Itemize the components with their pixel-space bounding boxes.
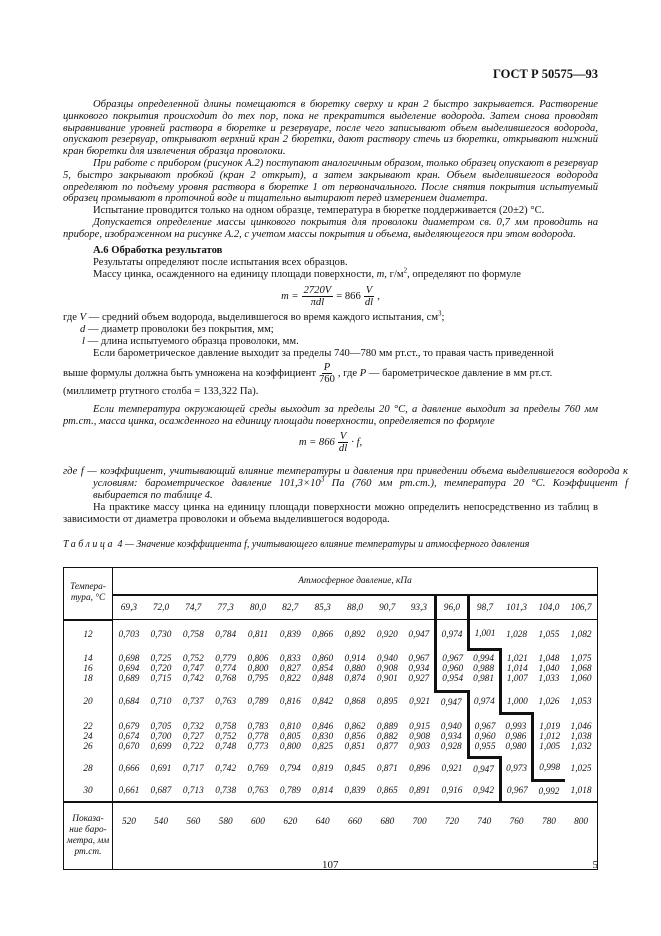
coefficient-cell: 0,758 <box>215 721 237 732</box>
coefficient-cell: 1,040 <box>538 664 560 674</box>
coefficient-cell: 0,947 <box>473 764 494 775</box>
table-body <box>64 620 598 870</box>
coefficient-cell: 1,068 <box>570 664 592 674</box>
coefficient-cell: 0,916 <box>441 785 463 796</box>
denominator: dl <box>364 296 374 308</box>
pressure-header: Атмосферное давление, кПа <box>113 568 598 596</box>
temperature-header: Темпера-тура, °С <box>64 568 113 620</box>
coefficient-cell: 0,684 <box>118 697 140 708</box>
denominator: πdl <box>310 296 325 308</box>
coefficient-cell: 0,789 <box>279 785 301 796</box>
coefficient-cell: 1,005 <box>533 742 565 758</box>
table-row <box>64 713 598 732</box>
coefficient-cell: 1,014 <box>500 664 532 674</box>
table-row <box>64 650 598 665</box>
coefficient-cell: 0,839 <box>344 785 366 796</box>
coefficient-cell: 0,768 <box>215 674 237 684</box>
coefficient-cell: 0,940 <box>440 721 462 732</box>
coefficient-cell: 0,955 <box>468 742 500 758</box>
coefficient-cell: 0,725 <box>150 654 172 664</box>
text: — барометрическое давление в мм рт.ст. <box>366 367 553 379</box>
table-row <box>64 692 598 714</box>
standard-number: ГОСТ Р 50575—93 <box>492 67 598 81</box>
coefficient-cell: 0,892 <box>344 629 366 640</box>
temperature-cell: 14 <box>64 650 113 665</box>
paragraph-pressure: Если барометрическое давление выходит за пределы 740—780 мм рт.ст., то правая часть приведенной <box>93 348 554 359</box>
coefficient-cell: 0,851 <box>344 741 366 752</box>
barometer-mmhg: 620 <box>274 802 306 870</box>
barometer-mmhg: 660 <box>339 802 371 870</box>
coefficient-cell: 0,822 <box>279 674 301 684</box>
pressure-kpa: 96,0 <box>436 595 468 620</box>
coefficient-cell: 0,960 <box>468 732 500 742</box>
pressure-kpa: 72,0 <box>145 595 177 620</box>
paragraph-procedure: Образцы определенной длины помещаются в бюретку сверху и кран 2 быстро закрывается. Растворение цинкового покрытия происходит до тех пор, пока не прекратится выделение водорода. Затем снова проводят выравнивание уровней раствора в бюретке и резервуаре, после чего записывают объем выделившегося водорода, опускают резервуар, открывают верхний кран 2 бюретки, дают раствору стечь из бюретки, открывают нижний кран бюретки для извлечения образца проволоки. <box>63 99 598 158</box>
coefficient-cell: 0,732 <box>182 721 204 732</box>
coefficient-cell: 0,722 <box>182 741 204 752</box>
pressure-kpa: 90,7 <box>371 595 403 620</box>
pressure-kpa: 98,7 <box>468 595 500 620</box>
temperature-cell: 18 <box>64 674 113 692</box>
coefficient-cell: 0,784 <box>215 629 237 640</box>
coefficient-cell: 0,896 <box>409 763 431 774</box>
barometer-mmhg: 700 <box>403 802 435 870</box>
coefficient-cell: 0,980 <box>505 741 527 752</box>
paragraph-temperature <box>63 404 598 428</box>
coefficient-cell: 1,048 <box>538 654 560 664</box>
coefficient-cell: 1,012 <box>533 732 565 742</box>
coefficient-cell: 0,854 <box>312 664 334 674</box>
text: — средний объем водорода, выделившегося во время каждого испытания, см <box>86 312 439 323</box>
coefficient-cell: 0,921 <box>441 763 463 774</box>
coefficient-cell: 0,715 <box>150 674 172 684</box>
coefficient-cell: 0,967 <box>468 713 500 732</box>
temperature-cell: 16 <box>64 664 113 674</box>
coefficient-cell: 0,769 <box>247 763 269 774</box>
temperature-cell: 12 <box>64 620 113 650</box>
coefficient-cell: 0,691 <box>150 763 172 774</box>
where-l <box>63 336 598 348</box>
denominator: dl <box>338 442 348 454</box>
fraction-p-760 <box>319 362 335 385</box>
text: ; <box>441 312 445 323</box>
temperature-cell: 28 <box>64 757 113 781</box>
coefficient-cell: 0,954 <box>436 674 468 692</box>
coefficient-cell: 0,868 <box>344 697 366 708</box>
coefficient-cell: 0,742 <box>182 674 204 684</box>
coefficient-cell: 0,687 <box>150 785 172 796</box>
text: , г/м <box>384 269 404 280</box>
coefficient-cell: 0,674 <box>118 731 140 742</box>
barometer-mmhg: 520 <box>113 802 145 870</box>
coefficient-cell: 1,038 <box>570 731 592 742</box>
coefficient-cell: 1,028 <box>506 629 528 640</box>
pressure-kpa: 85,3 <box>306 595 338 620</box>
paragraph-mass <box>63 266 598 281</box>
caption-text: 4 — Значение коэффициента f, учитывающего влияние температуры и атмосферного давления <box>114 539 530 550</box>
symbol: P <box>359 367 367 379</box>
coefficient-cell: 0,934 <box>440 731 462 742</box>
coefficient-cell: 0,845 <box>344 763 366 774</box>
section-a6 <box>63 245 598 281</box>
text: коэффициент, учитывающий влияние температуры и давления при приведении объема выделившегося водорода к условиям: барометрическое давление 101,3×10 <box>93 466 628 489</box>
coefficient-cell: 0,698 <box>118 654 140 664</box>
coefficient-cell: 1,082 <box>570 629 592 640</box>
coefficient-cell: 0,748 <box>215 741 237 752</box>
coefficient-cell: 0,805 <box>279 731 301 742</box>
barometer-mmhg: 600 <box>242 802 274 870</box>
text: где <box>63 312 80 323</box>
coefficient-cell: 0,833 <box>279 654 301 664</box>
coefficient-cell: 1,046 <box>570 721 592 732</box>
table-row <box>64 732 598 742</box>
coefficient-cell: 1,019 <box>533 713 565 732</box>
barometer-mmhg: 780 <box>533 802 565 870</box>
coefficient-cell: 0,973 <box>500 757 532 781</box>
where-f <box>63 466 628 501</box>
coefficient-cell: 0,717 <box>182 763 204 774</box>
coefficient-cell: 0,763 <box>215 697 237 708</box>
coefficient-cell: 1,032 <box>570 741 592 752</box>
barometer-mmhg: 680 <box>371 802 403 870</box>
pressure-kpa: 80,0 <box>242 595 274 620</box>
table-row <box>64 664 598 674</box>
pressure-kpa: 104,0 <box>533 595 565 620</box>
formula-mass <box>63 282 598 310</box>
coefficient-cell: 0,800 <box>247 664 269 674</box>
coefficient-cell: 0,891 <box>409 785 431 796</box>
pressure-kpa: 101,3 <box>500 595 532 620</box>
coefficient-cell: 0,752 <box>215 731 237 742</box>
text: На практике массу цинка на единицу площади поверхности можно определить непосредственно из таблиц в зависимости от диаметра проволоки и объема выделившегося водорода. <box>63 502 598 525</box>
fraction <box>338 431 348 454</box>
table-row <box>64 757 598 781</box>
coefficient-cell: 0,947 <box>408 629 430 640</box>
paragraph-mmhg: (миллиметр ртутного столба = 133,322 Па). <box>63 385 259 397</box>
symbol: l <box>82 336 85 347</box>
coefficient-cell: 0,846 <box>312 721 334 732</box>
coefficient-cell: 0,901 <box>376 674 398 684</box>
coefficient-cell: 0,794 <box>279 763 301 774</box>
formula-mid: = 866 <box>336 290 361 302</box>
coefficient-cell: 0,703 <box>118 629 140 640</box>
coefficient-cell: 0,880 <box>344 664 366 674</box>
coefficient-cell: 1,007 <box>500 674 532 692</box>
coefficient-cell: 0,825 <box>312 741 334 752</box>
page-number-right: 5 <box>592 859 598 871</box>
coefficient-cell: 0,789 <box>247 697 269 708</box>
numerator: P <box>323 361 331 373</box>
coefficient-cell: 0,992 <box>538 786 560 797</box>
formula-mass-corrected <box>63 428 598 456</box>
coefficient-cell: 0,915 <box>409 721 431 732</box>
coefficient-cell: 1,018 <box>570 785 592 796</box>
text: Если температура окружающей среды выходит за пределы 20 °С, а давление выходит за пределы 760 мм рт.ст., масса цинка, осажденного на единицу площади поверхности, определяется по формуле <box>63 404 598 427</box>
symbol-m: m <box>376 269 385 280</box>
paragraph-single-sample: Испытание проводится только на одном образце, температура в бюретке поддерживается (20±2) °С. <box>93 205 545 217</box>
coefficient-cell: 0,705 <box>150 721 172 732</box>
temperature-cell: 30 <box>64 781 113 803</box>
coefficient-cell: 0,710 <box>150 697 172 708</box>
coefficient-cell: 1,055 <box>538 629 560 640</box>
paragraph-results: Результаты определяют после испытания всех образцов. <box>93 257 348 268</box>
coefficient-cell: 0,874 <box>344 674 366 684</box>
text: — диаметр проволоки без покрытия, мм; <box>85 324 274 335</box>
coefficient-cell: 0,947 <box>440 698 462 708</box>
paragraph-pressure-cont <box>63 362 598 385</box>
coefficient-cell: 0,737 <box>182 697 204 708</box>
table-row <box>64 781 598 803</box>
numerator: V <box>339 430 347 442</box>
where-list <box>63 309 598 398</box>
barometer-mmhg: 540 <box>145 802 177 870</box>
coefficient-cell: 0,940 <box>376 654 398 664</box>
coefficient-cell: 0,877 <box>376 741 398 752</box>
coefficient-cell: 0,866 <box>312 629 334 640</box>
coefficient-cell: 0,827 <box>279 664 301 674</box>
barometer-label: Показа-ние баро-метра, мм рт.ст. <box>64 802 113 870</box>
coefficient-cell: 0,713 <box>182 785 204 796</box>
barometer-mmhg: 740 <box>468 802 500 870</box>
coefficient-cell: 1,001 <box>468 620 500 650</box>
coefficient-cell: 0,974 <box>436 620 468 650</box>
superscript: 3 <box>320 475 325 484</box>
coefficient-cell: 0,903 <box>409 741 431 752</box>
coefficient-cell: 0,795 <box>247 674 269 684</box>
coefficient-cell: 0,742 <box>215 763 237 774</box>
text: — длина испытуемого образца проволоки, мм. <box>84 336 299 347</box>
page-number: 107 <box>322 859 339 871</box>
formula-lhs: m = <box>281 290 299 302</box>
coefficient-cell: 0,974 <box>468 692 500 714</box>
coefficient-cell: 0,967 <box>436 650 468 665</box>
coefficient-cell: 0,752 <box>182 654 204 664</box>
caption-label: Таблица <box>63 539 115 550</box>
where-d <box>63 324 598 336</box>
where-v <box>63 309 598 324</box>
coefficient-cell: 0,758 <box>182 629 204 640</box>
coefficient-cell: 0,670 <box>118 741 140 752</box>
coefficient-cell: 0,928 <box>440 741 462 752</box>
temperature-cell: 22 <box>64 713 113 732</box>
coefficient-cell: 0,727 <box>182 731 204 742</box>
coefficient-cell: 0,839 <box>279 629 301 640</box>
text: Па (760 мм рт.ст.), температура 20 °С. Коэффициент f выбирается по таблице 4. <box>93 477 628 501</box>
paragraph-device-a2: При работе с прибором (рисунок А.2) поступают аналогичным образом, только образец опускают в резервуар 5, быстро закрывают пробкой (кран 2 открыт), а затем закрывают кран. Объем выделившегося водорода определяют по подъему уровня раствора в бюретке 1 от первоначального. После снятия покрытия испытуемый образец промывают в проточной воде и тщательно вытирают перед измерением диаметра. <box>63 157 598 205</box>
coefficient-cell: 0,830 <box>312 731 334 742</box>
table-row <box>64 742 598 758</box>
coefficient-cell: 0,993 <box>505 721 527 732</box>
coefficient-cell: 1,060 <box>570 674 592 684</box>
coefficient-cell: 0,848 <box>312 674 334 684</box>
symbol: V <box>79 312 87 323</box>
barometer-mmhg: 560 <box>177 802 209 870</box>
coefficient-cell: 0,981 <box>473 674 494 684</box>
fraction <box>364 285 374 308</box>
coefficient-cell: 1,025 <box>570 763 592 774</box>
coefficient-cell: 0,810 <box>279 721 301 732</box>
coefficient-cell: 0,720 <box>150 664 172 674</box>
coefficient-cell: 1,033 <box>538 674 560 684</box>
text: , где <box>337 367 360 379</box>
coefficient-cell: 0,778 <box>247 731 269 742</box>
coefficient-cell: 0,998 <box>533 757 565 781</box>
coefficient-cell: 0,882 <box>376 731 398 742</box>
coefficient-cell: 0,747 <box>182 664 204 674</box>
formula-lhs: m = 866 <box>298 436 335 448</box>
coefficient-cell: 0,811 <box>247 629 269 640</box>
coefficient-cell: 0,738 <box>215 785 237 796</box>
coefficient-cell: 0,908 <box>409 731 431 742</box>
coefficient-cell: 1,075 <box>570 654 592 664</box>
coefficient-cell: 0,994 <box>473 654 494 664</box>
coefficient-cell: 0,920 <box>376 629 398 640</box>
pressure-kpa: 74,7 <box>177 595 209 620</box>
coefficient-cell: 0,814 <box>312 785 334 796</box>
paragraph-allowed: Допускается определение массы цинкового покрытия для проволоки диаметром св. 0,7 мм проводить на приборе, изображенном на рисунке А.2, с учетом массы покрытия и объема, выделяющегося при этом водорода. <box>63 216 598 240</box>
text: где f — <box>63 466 101 477</box>
pressure-kpa: 88,0 <box>339 595 371 620</box>
denominator: 760 <box>318 373 335 385</box>
coefficient-cell: 0,986 <box>505 731 527 742</box>
coefficient-cell: 0,661 <box>118 785 140 796</box>
coefficient-cell: 0,914 <box>344 654 366 664</box>
text: Массу цинка, осажденного на единицу площади поверхности, <box>93 269 377 280</box>
coefficient-cell: 0,895 <box>376 697 398 708</box>
pressure-kpa: 93,3 <box>403 595 435 620</box>
fraction <box>302 285 334 308</box>
superscript: 3 <box>438 309 442 318</box>
coefficient-cell: 0,700 <box>150 731 172 742</box>
coefficient-cell: 0,860 <box>312 654 334 664</box>
text: , определяют по формуле <box>407 269 521 280</box>
formula-end: · f, <box>351 436 363 448</box>
symbol: d <box>80 324 86 335</box>
barometer-mmhg: 800 <box>565 802 597 870</box>
paragraph-practice <box>63 502 598 526</box>
coefficient-cell: 0,988 <box>473 664 494 674</box>
coefficient-cell: 0,773 <box>247 741 269 752</box>
pressure-kpa: 82,7 <box>274 595 306 620</box>
coefficient-cell: 0,967 <box>500 781 532 803</box>
coefficient-cell: 0,819 <box>312 763 334 774</box>
coefficient-cell: 0,889 <box>376 721 398 732</box>
pressure-values-row <box>64 595 598 620</box>
coefficient-cell: 1,000 <box>500 692 532 714</box>
coefficient-cell: 0,779 <box>215 654 237 664</box>
coefficient-cell: 0,806 <box>247 654 269 664</box>
coefficient-cell: 0,862 <box>344 721 366 732</box>
coefficient-cell: 0,934 <box>408 664 430 674</box>
coefficient-cell: 0,816 <box>279 697 301 708</box>
coefficient-cell: 1,053 <box>570 697 592 708</box>
table-row <box>64 674 598 692</box>
coefficient-cell: 0,679 <box>118 721 140 732</box>
pressure-kpa: 69,3 <box>113 595 145 620</box>
coefficient-table <box>63 567 598 870</box>
pressure-kpa: 77,3 <box>209 595 241 620</box>
coefficient-cell: 0,856 <box>344 731 366 742</box>
coefficient-cell: 0,967 <box>408 654 430 664</box>
coefficient-cell: 0,942 <box>473 785 494 796</box>
coefficient-cell: 0,666 <box>118 763 140 774</box>
temperature-cell: 20 <box>64 692 113 714</box>
pressure-kpa: 106,7 <box>565 595 597 620</box>
coefficient-cell: 0,908 <box>376 664 398 674</box>
coefficient-cell: 0,774 <box>215 664 237 674</box>
coefficient-cell: 0,800 <box>279 741 301 752</box>
coefficient-cell: 0,689 <box>118 674 140 684</box>
formula-end: , <box>377 290 380 302</box>
coefficient-cell: 0,842 <box>312 697 334 708</box>
barometer-mmhg: 580 <box>209 802 241 870</box>
coefficient-cell: 0,763 <box>247 785 269 796</box>
coefficient-cell: 0,699 <box>150 741 172 752</box>
temperature-cell: 24 <box>64 732 113 742</box>
coefficient-cell: 0,783 <box>247 721 269 732</box>
coefficient-cell: 1,026 <box>538 697 560 708</box>
coefficient-cell: 0,694 <box>118 664 140 674</box>
superscript: 2 <box>403 266 408 275</box>
coefficient-cell: 0,927 <box>408 674 430 684</box>
coefficient-cell: 0,730 <box>150 629 172 640</box>
coefficient-cell: 0,921 <box>409 697 431 708</box>
barometer-mmhg: 640 <box>306 802 338 870</box>
test-procedure-text <box>63 99 598 241</box>
table-caption <box>63 539 598 550</box>
barometer-mmhg: 720 <box>436 802 468 870</box>
numerator: V <box>365 284 373 296</box>
coefficient-cell: 1,021 <box>500 650 532 665</box>
section-title: А.6 Обработка результатов <box>93 245 223 256</box>
temperature-cell: 26 <box>64 742 113 758</box>
table-row <box>64 620 598 650</box>
coefficient-cell: 0,960 <box>436 664 468 674</box>
coefficient-cell: 0,871 <box>376 763 398 774</box>
text: выше формулы должна быть умножена на коэффициент <box>63 367 316 379</box>
coefficient-cell: 0,865 <box>376 785 398 796</box>
numerator: 2720V <box>303 284 332 296</box>
barometer-mmhg: 760 <box>500 802 532 870</box>
